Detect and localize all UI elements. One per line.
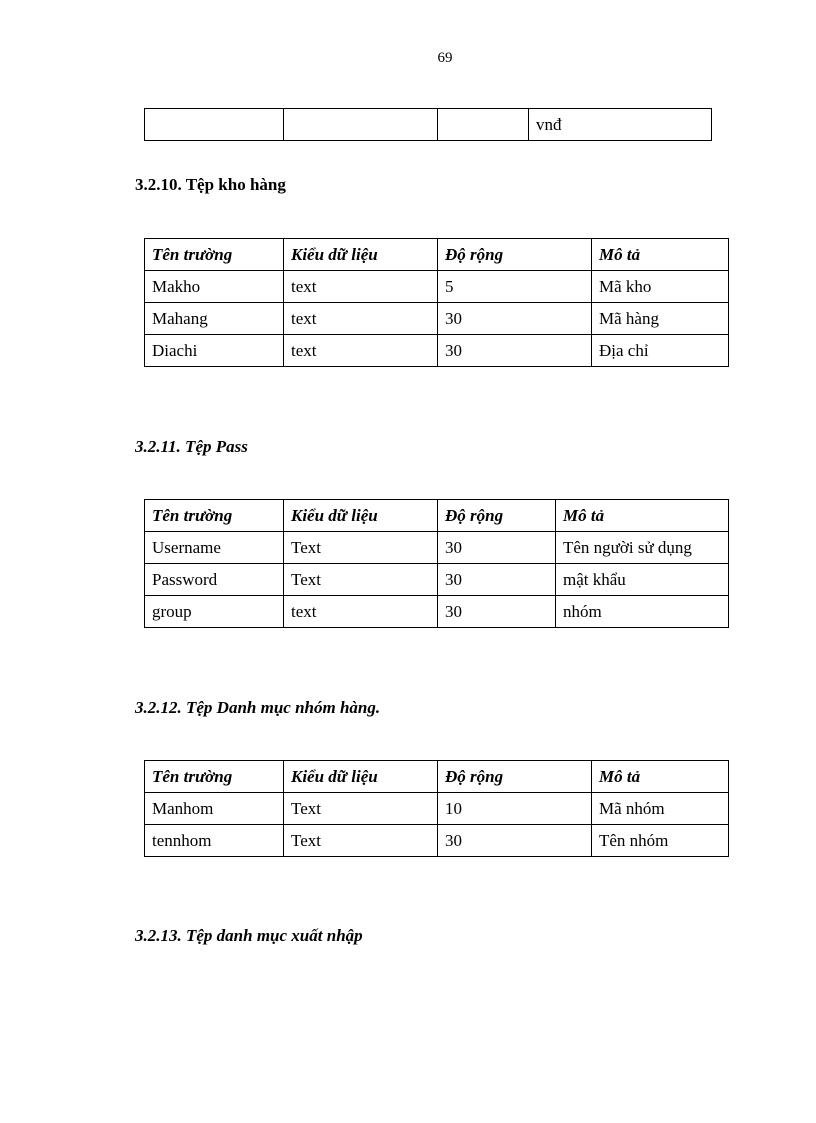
table-kho-hang [144,238,729,367]
table-cell: Manhom [145,793,284,825]
table-row [145,303,729,335]
table-cell: Text [284,825,438,857]
table-cell [145,109,284,141]
table-row [145,271,729,303]
table-cell: 30 [438,303,592,335]
table-header-row [145,761,729,793]
table-header-row [145,500,729,532]
table-danh-muc-nhom-hang [144,760,729,857]
table-row [145,793,729,825]
table-cell: Mã kho [592,271,729,303]
column-header: Tên trường [145,500,284,532]
table-cell [438,109,529,141]
column-header: Kiểu dữ liệu [284,239,438,271]
table-cell: 30 [438,564,556,596]
table-cell: 5 [438,271,592,303]
section-heading-3-2-13: 3.2.13. Tệp danh mục xuất nhập [135,926,363,945]
column-header: Kiểu dữ liệu [284,761,438,793]
table-row [145,109,712,141]
table-cell: 30 [438,596,556,628]
column-header: Kiểu dữ liệu [284,500,438,532]
table-cell: Makho [145,271,284,303]
column-header: Tên trường [145,239,284,271]
table-cell: Text [284,532,438,564]
table-cell: 30 [438,825,592,857]
section-heading-3-2-11: 3.2.11. Tệp Pass [135,437,248,456]
table-cell: text [284,271,438,303]
table-cell: Password [145,564,284,596]
column-header: Độ rộng [438,761,592,793]
table-cell: Mã hàng [592,303,729,335]
table-cell: text [284,335,438,367]
table-row [145,532,729,564]
column-header: Mô tả [592,239,729,271]
table-row [145,596,729,628]
section-heading-3-2-12: 3.2.12. Tệp Danh mục nhóm hàng. [135,698,381,717]
column-header: Mô tả [592,761,729,793]
column-header: Độ rộng [438,500,556,532]
table-cell: Mahang [145,303,284,335]
table-cell: 30 [438,532,556,564]
table-row [145,335,729,367]
page-number: 69 [437,50,453,66]
table-cell: 10 [438,793,592,825]
table-cell: 30 [438,335,592,367]
table-row [145,825,729,857]
table-cell: Text [284,793,438,825]
table-cell: Địa chỉ [592,335,729,367]
table-cell: vnđ [529,109,712,141]
table-cell: Text [284,564,438,596]
table-cell: Tên nhóm [592,825,729,857]
table-pass [144,499,729,628]
table-cell: nhóm [556,596,729,628]
table-cell: group [145,596,284,628]
table-row [145,564,729,596]
table-cell: mật khẩu [556,564,729,596]
section-heading-3-2-10: 3.2.10. Tệp kho hàng [135,175,286,194]
table-cell: Username [145,532,284,564]
column-header: Độ rộng [438,239,592,271]
table-cell: Mã nhóm [592,793,729,825]
column-header: Mô tả [556,500,729,532]
table-cell: Diachi [145,335,284,367]
table-header-row [145,239,729,271]
table-cell: text [284,596,438,628]
column-header: Tên trường [145,761,284,793]
table-cell: Tên người sử dụng [556,532,729,564]
table-cell: tennhom [145,825,284,857]
continued-table [144,108,712,141]
table-cell [284,109,438,141]
table-cell: text [284,303,438,335]
